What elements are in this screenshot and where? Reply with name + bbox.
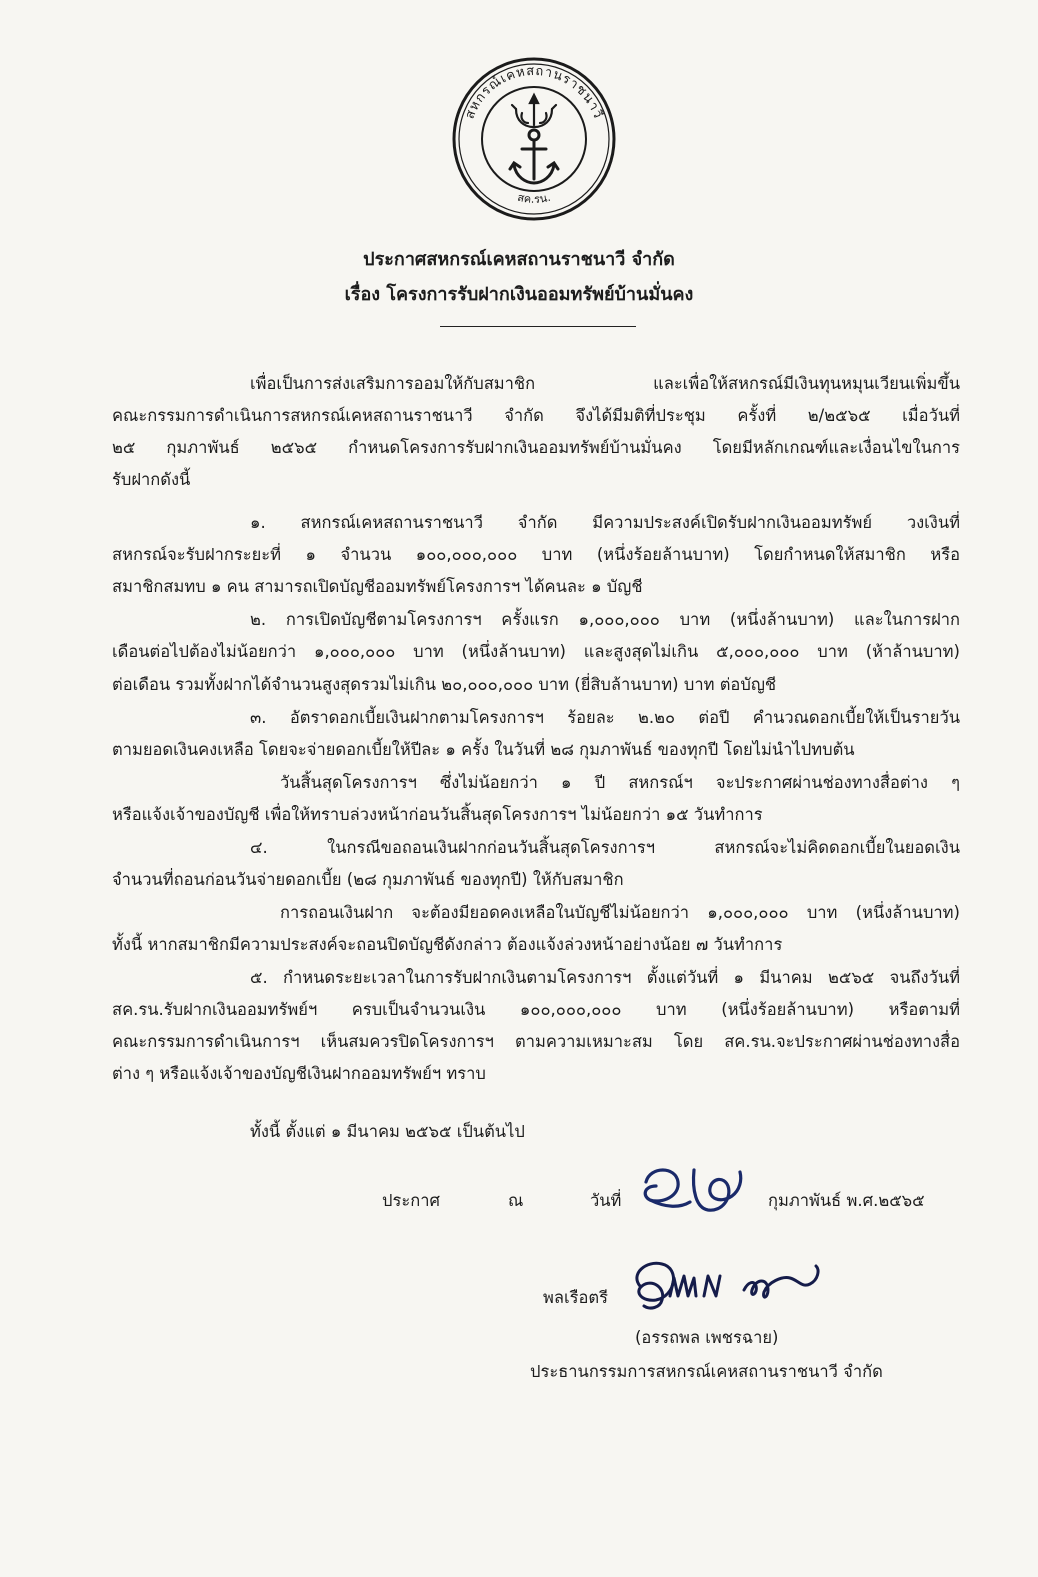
item5-line-2: สค.รน.รับฝากเงินออมทรัพย์ฯ ครบเป็นจำนวนเงิน ๑๐๐,๐๐๐,๐๐๐ บาท (หนึ่งร้อยล้านบาท) หรือตามที่ (112, 1000, 960, 1019)
item1-line-2: สหกรณ์จะรับฝากระยะที่ ๑ จำนวน ๑๐๐,๐๐๐,๐๐๐ บาท (หนึ่งร้อยล้านบาท) โดยกำหนดให้สมาชิก หรือ (112, 545, 960, 564)
rank-label: พลเรือตรี (543, 1288, 608, 1307)
announce-label: ประกาศ (382, 1191, 440, 1210)
item3-line-4: หรือแจ้งเจ้าของบัญชี เพื่อให้ทราบล่วงหน้าก่อนวันสิ้นสุดโครงการฯ ไม่น้อยกว่า ๑๕ วันทำการ (112, 805, 763, 824)
item2-line-1: ๒. การเปิดบัญชีตามโครงการฯ ครั้งแรก ๑,๐๐๐,๐๐๐ บาท (หนึ่งล้านบาท) และในการฝาก (250, 610, 960, 629)
item1-line-1: ๑. สหกรณ์เคหสถานราชนาวี จำกัด มีความประสงค์เปิดรับฝากเงินออมทรัพย์ วงเงินที่ (250, 513, 960, 532)
item1-line-3: สมาชิกสมทบ ๑ คน สามารถเปิดบัญชีออมทรัพย์โครงการฯ ได้คนละ ๑ บัญชี (112, 577, 643, 596)
item4-line-2: จำนวนที่ถอนก่อนวันจ่ายดอกเบี้ย (๒๘ กุมภาพันธ์ ของทุกปี) ให้กับสมาชิก (112, 870, 624, 889)
item5-line-1: ๕. กำหนดระยะเวลาในการรับฝากเงินตามโครงการฯ ตั้งแต่วันที่ ๑ มีนาคม ๒๕๖๕ จนถึงวันที่ (250, 968, 960, 987)
item5-line-3: คณะกรรมการดำเนินการฯ เห็นสมควรปิดโครงการฯ ตามความเหมาะสม โดย สค.รน.จะประกาศผ่านช่องทางสื่อ (112, 1032, 960, 1051)
signer-position: ประธานกรรมการสหกรณ์เคหสถานราชนาวี จำกัด (530, 1362, 883, 1381)
item4-line-3: การถอนเงินฝาก จะต้องมียอดคงเหลือในบัญชีไม่น้อยกว่า ๑,๐๐๐,๐๐๐ บาท (หนึ่งล้านบาท) (280, 903, 960, 922)
announcement-title: ประกาศสหกรณ์เคหสถานราชนาวี จำกัด (363, 249, 675, 270)
intro-line-1: เพื่อเป็นการส่งเสริมการออมให้กับสมาชิก และเพื่อให้สหกรณ์มีเงินทุนหมุนเวียนเพิ่มขึ้น (250, 374, 960, 393)
cooperative-seal-logo (450, 55, 618, 223)
seal-ring-text-top: สหกรณ์เคหสถานราชนาวี (462, 63, 606, 122)
at-label: ณ (508, 1191, 524, 1210)
item2-line-2: เดือนต่อไปต้องไม่น้อยกว่า ๑,๐๐๐,๐๐๐ บาท (หนึ่งล้านบาท) และสูงสุดไม่เกิน ๕,๐๐๐,๐๐๐ บาท (ห้าล้านบาท) (112, 642, 960, 661)
item4-line-4: ทั้งนี้ หากสมาชิกมีความประสงค์จะถอนปิดบัญชีดังกล่าว ต้องแจ้งล่วงหน้าอย่างน้อย ๗ วันทำการ (112, 935, 783, 954)
anchor-icon (510, 130, 558, 183)
seal-ring-text-bottom: สค.รน. (516, 190, 552, 206)
item4-line-1: ๔. ในกรณีขอถอนเงินฝากก่อนวันสิ้นสุดโครงการฯ สหกรณ์จะไม่คิดดอกเบี้ยในยอดเงิน (250, 838, 960, 857)
item3-line-1: ๓. อัตราดอกเบี้ยเงินฝากตามโครงการฯ ร้อยละ ๒.๒๐ ต่อปี คำนวณดอกเบี้ยให้เป็นรายวัน (250, 708, 960, 727)
item2-line-3: ต่อเดือน รวมทั้งฝากได้จำนวนสูงสุดรวมไม่เกิน ๒๐,๐๐๐,๐๐๐ บาท (ยี่สิบล้านบาท) บาท ต่อบัญชี (112, 675, 777, 694)
trident-icon (512, 95, 556, 127)
intro-line-4: รับฝากดังนี้ (112, 470, 191, 489)
handwritten-day-number (636, 1160, 748, 1218)
intro-line-2: คณะกรรมการดำเนินการสหกรณ์เคหสถานราชนาวี จำกัด จึงได้มีมติที่ประชุม ครั้งที่ ๒/๒๕๖๕ เมื่อวันที่ (112, 406, 960, 425)
item5-line-4: ต่าง ๆ หรือแจ้งเจ้าของบัญชีเงินฝากออมทรัพย์ฯ ทราบ (112, 1064, 486, 1083)
day-label: วันที่ (590, 1191, 622, 1210)
effective-date: ทั้งนี้ ตั้งแต่ ๑ มีนาคม ๒๕๖๕ เป็นต้นไป (250, 1122, 525, 1141)
intro-line-3: ๒๕ กุมภาพันธ์ ๒๕๖๕ กำหนดโครงการรับฝากเงินออมทรัพย์บ้านมั่นคง โดยมีหลักเกณฑ์และเงื่อนไขในการ (112, 438, 960, 457)
item3-line-3: วันสิ้นสุดโครงการฯ ซึ่งไม่น้อยกว่า ๑ ปี สหกรณ์ฯ จะประกาศผ่านช่องทางสื่อต่าง ๆ (280, 773, 960, 792)
item3-line-2: ตามยอดเงินคงเหลือ โดยจะจ่ายดอกเบี้ยให้ปีละ ๑ ครั้ง ในวันที่ ๒๘ กุมภาพันธ์ ของทุกปี โดยไม่นำไปทบต้น (112, 740, 855, 759)
handwritten-signature (622, 1256, 828, 1316)
month-year: กุมภาพันธ์ พ.ศ.๒๕๖๕ (768, 1191, 925, 1210)
svg-text:สค.รน. (516, 191, 552, 206)
title-divider (440, 326, 636, 327)
signer-name: (อรรถพล เพชรฉาย) (635, 1328, 779, 1347)
announcement-subject: เรื่อง โครงการรับฝากเงินออมทรัพย์บ้านมั่นคง (344, 284, 694, 305)
